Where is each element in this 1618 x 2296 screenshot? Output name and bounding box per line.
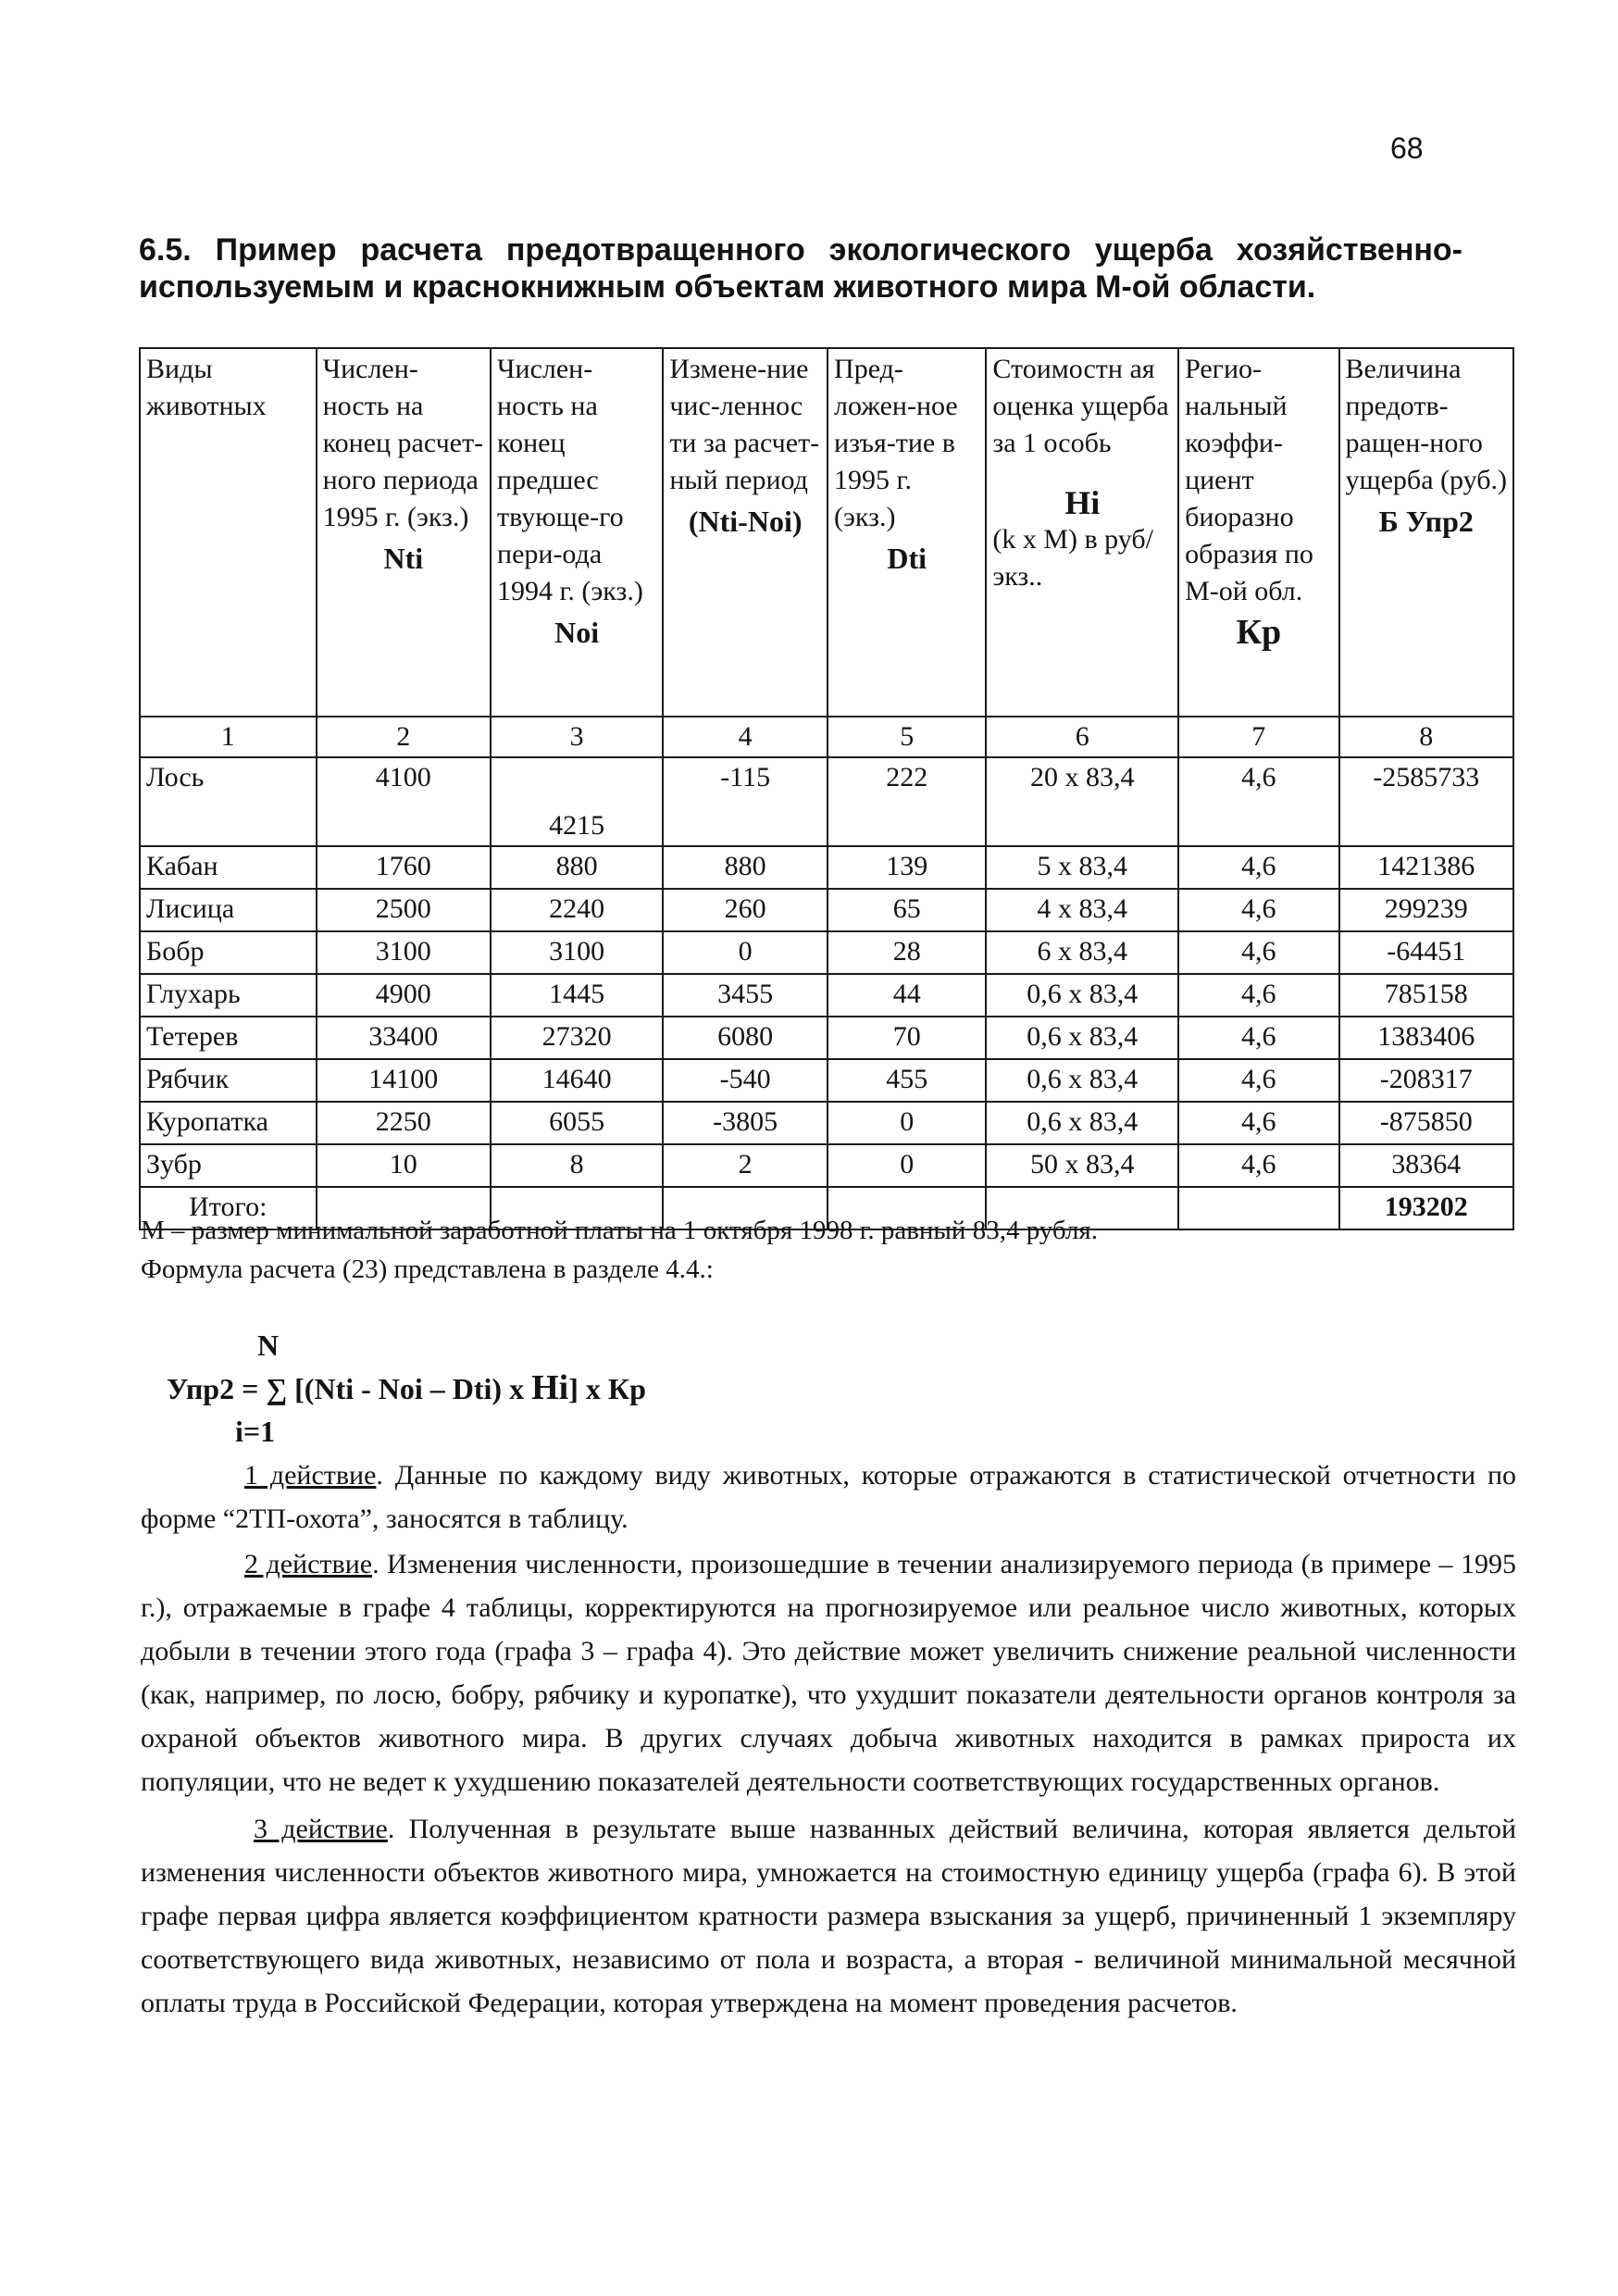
- notes: [141, 1211, 1511, 1289]
- cell-kr: 4,6: [1178, 931, 1338, 974]
- step-label: 1 действие: [244, 1460, 377, 1491]
- column-number-row: [140, 717, 1513, 757]
- header-change-symbol: (Nti-Noi): [688, 505, 803, 538]
- formula-main: Упр2 = ∑ [(Nti - Noi – Dti) x Hi] x Кр: [167, 1368, 646, 1407]
- header-hi-symbol: Hi: [1064, 484, 1101, 521]
- column-number: 3: [491, 717, 663, 757]
- cell-dti: 455: [828, 1059, 986, 1102]
- cell-nti: 4900: [317, 974, 491, 1017]
- cell-noi: 1445: [491, 974, 663, 1017]
- header-noi: Числен-ность на конец предшес твующе-го пери-ода 1994 г. (экз.) Noi: [491, 348, 663, 717]
- cell-damage: 785158: [1339, 974, 1513, 1017]
- header-kr-symbol: Кр: [1236, 613, 1282, 652]
- cell-damage: 38364: [1339, 1144, 1513, 1187]
- header-species: Виды животных: [140, 348, 317, 717]
- header-nti: Числен-ность на конец расчет-ного периода 1995 г. (экз.) Nti: [317, 348, 491, 717]
- cell-nti: 2250: [317, 1102, 491, 1144]
- column-number: 2: [317, 717, 491, 757]
- page-number: 68: [1390, 131, 1424, 165]
- formula-upper-limit: N: [257, 1329, 280, 1362]
- cell-damage: -64451: [1339, 931, 1513, 974]
- header-nti-symbol: Nti: [383, 542, 424, 575]
- cell-dti: 139: [828, 846, 986, 889]
- cell-dti: 70: [828, 1017, 986, 1059]
- cell-hi: 20 x 83,4: [986, 757, 1178, 846]
- species-name: Глухарь: [140, 974, 317, 1017]
- formula: [167, 1324, 646, 1453]
- species-name: Тетерев: [140, 1017, 317, 1059]
- column-number: 6: [986, 717, 1178, 757]
- total-value: 193202: [1339, 1187, 1513, 1229]
- cell-kr: 4,6: [1178, 1059, 1338, 1102]
- cell-kr: 4,6: [1178, 974, 1338, 1017]
- cell-damage: -875850: [1339, 1102, 1513, 1144]
- table-row: [140, 1144, 1513, 1187]
- step-label: 3 действие: [254, 1814, 388, 1844]
- cell-damage: 1383406: [1339, 1017, 1513, 1059]
- cell-damage: -208317: [1339, 1059, 1513, 1102]
- cell-hi: 0,6 x 83,4: [986, 1059, 1178, 1102]
- cell-nti: 10: [317, 1144, 491, 1187]
- cell-dti: 28: [828, 931, 986, 974]
- cell-nti: 2500: [317, 889, 491, 931]
- column-number: 7: [1178, 717, 1338, 757]
- cell-hi: 0,6 x 83,4: [986, 1017, 1178, 1059]
- note-min-wage: М – размер минимальной заработной платы на 1 октября 1998 г. равный 83,4 рубля.: [141, 1216, 1099, 1245]
- cell-nti: 14100: [317, 1059, 491, 1102]
- cell-kr: 4,6: [1178, 1017, 1338, 1059]
- table-row: [140, 889, 1513, 931]
- cell-dti: 44: [828, 974, 986, 1017]
- cell-change: 2: [663, 1144, 828, 1187]
- cell-change: 260: [663, 889, 828, 931]
- cell-kr: 4,6: [1178, 1144, 1338, 1187]
- section-title: 6.5. Пример расчета предотвращенного экологического ущерба хозяйственно-используемым и краснокнижным объектам животного мира М-ой области.: [139, 232, 1462, 305]
- damage-table: [139, 347, 1514, 1230]
- table-row: [140, 757, 1513, 846]
- total-label: Итого:: [140, 1187, 317, 1229]
- formula-hi: Hi: [531, 1368, 569, 1407]
- cell-change: 880: [663, 846, 828, 889]
- cell-damage: -2585733: [1339, 757, 1513, 846]
- cell-noi: 8: [491, 1144, 663, 1187]
- header-hi: Стоимостн ая оценка ущерба за 1 особь Hi (k x M) в руб/экз..: [986, 348, 1178, 717]
- species-name: Лисица: [140, 889, 317, 931]
- cell-change: 3455: [663, 974, 828, 1017]
- cell-noi: 6055: [491, 1102, 663, 1144]
- paragraph-step-1: 1 действие. Данные по каждому виду животных, которые отражаются в статистической отчетности по форме “2ТП-охота”, заносятся в таблицу.: [141, 1460, 1516, 1534]
- header-damage: Величина предотв-ращен-ного ущерба (руб.) Б Упр2: [1339, 348, 1513, 717]
- paragraph-step-3: 3 действие. Полученная в результате выше названных действий величина, которая является дельтой изменения численности объектов животного мира, умножается на стоимостную единицу ущерба (графа 6). В этой графе первая цифра является коэффициентом кратности размера взыскания за ущерб, причиненный 1 экземпляру соответствующего вида животных, независимо от пола и возраста, а вторая - величиной минимальной месячной оплаты труда в Российской Федерации, которая утверждена на момент проведения расчетов.: [141, 1814, 1516, 2018]
- column-number: 5: [828, 717, 986, 757]
- cell-change: 0: [663, 931, 828, 974]
- cell-kr: 4,6: [1178, 846, 1338, 889]
- column-number: 8: [1339, 717, 1513, 757]
- cell-nti: 3100: [317, 931, 491, 974]
- cell-kr: 4,6: [1178, 757, 1338, 846]
- header-dti-symbol: Dti: [887, 542, 927, 575]
- table-row: [140, 1017, 1513, 1059]
- cell-dti: 0: [828, 1102, 986, 1144]
- species-name: Куропатка: [140, 1102, 317, 1144]
- cell-noi: 3100: [491, 931, 663, 974]
- species-name: Зубр: [140, 1144, 317, 1187]
- cell-dti: 0: [828, 1144, 986, 1187]
- cell-change: -115: [663, 757, 828, 846]
- body-text: [141, 1454, 1516, 2027]
- cell-hi: 0,6 x 83,4: [986, 1102, 1178, 1144]
- column-number: 4: [663, 717, 828, 757]
- table-row: [140, 846, 1513, 889]
- cell-hi: 5 x 83,4: [986, 846, 1178, 889]
- cell-dti: 65: [828, 889, 986, 931]
- species-name: Кабан: [140, 846, 317, 889]
- cell-hi: 6 x 83,4: [986, 931, 1178, 974]
- cell-nti: 33400: [317, 1017, 491, 1059]
- cell-hi: 50 x 83,4: [986, 1144, 1178, 1187]
- cell-hi: 0,6 x 83,4: [986, 974, 1178, 1017]
- cell-change: 6080: [663, 1017, 828, 1059]
- cell-kr: 4,6: [1178, 889, 1338, 931]
- header-hi-unit: (k x M) в руб/экз..: [992, 524, 1153, 592]
- formula-lower-limit: i=1: [235, 1415, 276, 1448]
- cell-kr: 4,6: [1178, 1102, 1338, 1144]
- cell-nti: 1760: [317, 846, 491, 889]
- species-name: Бобр: [140, 931, 317, 974]
- cell-noi: 14640: [491, 1059, 663, 1102]
- header-damage-symbol: Б Упр2: [1378, 505, 1474, 538]
- header-noi-symbol: Noi: [554, 616, 600, 649]
- species-name: Лось: [140, 757, 317, 846]
- species-name: Рябчик: [140, 1059, 317, 1102]
- cell-noi: 880: [491, 846, 663, 889]
- cell-hi: 4 x 83,4: [986, 889, 1178, 931]
- paragraph-step-2: 2 действие. Изменения численности, произошедшие в течении анализируемого периода (в примере – 1995 г.), отражаемые в графе 4 таблицы, корректируются на прогнозируемое или реальное число животных, которых добыли в течении этого года (графа 3 – графа 4). Это действие может увеличить снижение реальной численности (как, например, по лосю, бобру, рябчику и куропатке), что ухудшит показатели деятельности органов контроля за охраной объектов животного мира. В других случаях добыча животных находится в рамках прироста их популяции, что не ведет к ухудшению показателей деятельности соответствующих государственных органов.: [141, 1549, 1516, 1797]
- cell-change: -3805: [663, 1102, 828, 1144]
- cell-noi: 2240: [491, 889, 663, 931]
- cell-damage: 1421386: [1339, 846, 1513, 889]
- cell-noi: 27320: [491, 1017, 663, 1059]
- header-row: [140, 348, 1513, 717]
- cell-dti: 222: [828, 757, 986, 846]
- header-dti: Пред-ложен-ное изъя-тие в 1995 г. (экз.) Dti: [828, 348, 986, 717]
- column-number: 1: [140, 717, 317, 757]
- header-kr: Регио-нальный коэффи-циент биоразно образия по М-ой обл. Кр: [1178, 348, 1338, 717]
- table-row: [140, 1059, 1513, 1102]
- cell-noi: 4215: [491, 757, 663, 846]
- cell-damage: 299239: [1339, 889, 1513, 931]
- step-label: 2 действие: [244, 1549, 373, 1579]
- table-row: [140, 1102, 1513, 1144]
- note-formula-ref: Формула расчета (23) представлена в разделе 4.4.:: [141, 1254, 714, 1284]
- cell-nti: 4100: [317, 757, 491, 846]
- cell-change: -540: [663, 1059, 828, 1102]
- table-row: [140, 974, 1513, 1017]
- header-change: Измене-ние чис-леннос ти за расчет-ный период (Nti-Noi): [663, 348, 828, 717]
- table-row: [140, 931, 1513, 974]
